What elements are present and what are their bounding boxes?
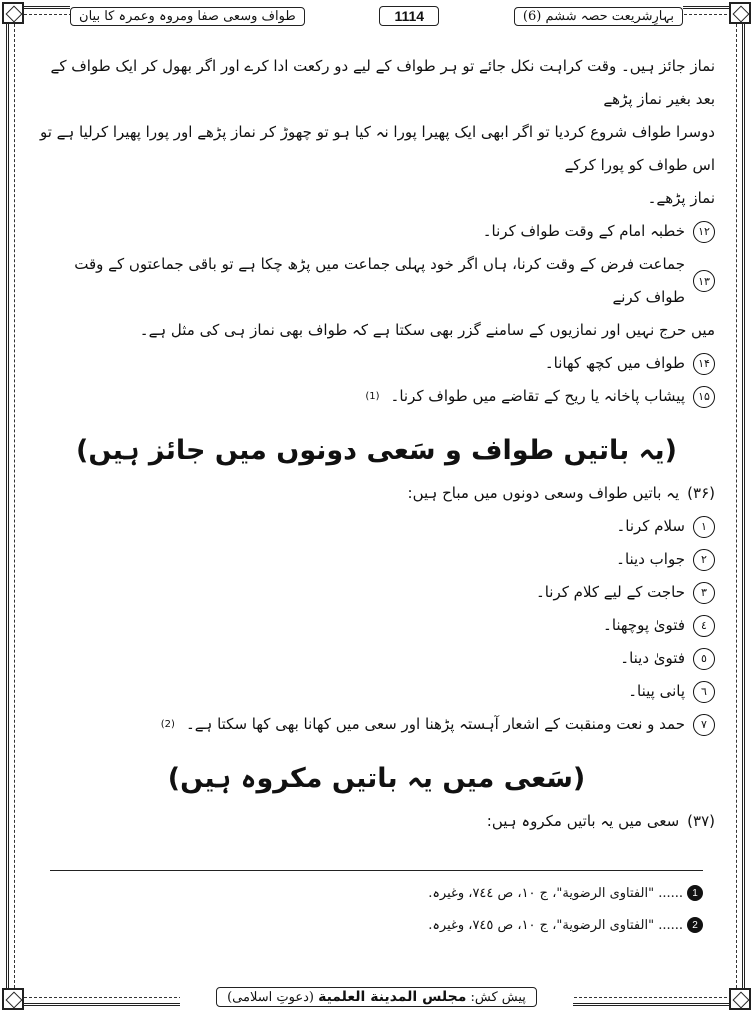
list-item (38, 248, 715, 314)
list-item (38, 708, 715, 741)
section-heading: (یہ باتیں طواف و سَعی دونوں میں جائز ہیں) (76, 435, 677, 466)
item-text: پیشاب پاخانہ یا ریح کے تقاضے میں طواف کرنا۔ (390, 387, 685, 405)
publisher-name: مجلس المدینة العلمیة (318, 989, 467, 1005)
item-text: سلام کرنا۔ (616, 517, 685, 535)
footnote (50, 909, 703, 941)
section-text: یہ باتیں طواف وسعی دونوں میں مباح ہیں: (407, 484, 680, 502)
publisher-suffix: (دعوتِ اسلامی) (227, 990, 314, 1005)
item-text: حاجت کے لیے کلام کرنا۔ (535, 583, 685, 601)
page-number: 1114 (379, 6, 439, 26)
publisher-prefix: پیش کش: (470, 990, 526, 1005)
item-text: خطبہ امام کے وقت طواف کرنا۔ (482, 222, 685, 240)
page-header (70, 3, 683, 29)
footnote-ref: (2) (160, 719, 175, 730)
list-item (38, 380, 715, 413)
intro-line: دوسرا طواف شروع کردیا تو اگر ابھی ایک پھیرا پورا نہ کیا ہو تو چھوڑ کر نماز پڑھے اور پورا پھیرا کرلیا ہے تو اس طواف کو پورا کرکے (39, 123, 715, 174)
item-number: ٥ (693, 648, 715, 670)
publisher-credit (216, 987, 537, 1007)
item-number: ١ (693, 516, 715, 538)
item-number: ٣ (693, 582, 715, 604)
item-text: طواف میں کچھ کھانا۔ (544, 354, 685, 372)
section-intro (38, 805, 715, 838)
intro-line: نماز جائز ہیں۔ وقت کراہت نکل جائے تو ہر طواف کے لیے دو رکعت ادا کرے اور اگر بھول کر ایک طواف کے بعد بغیر نماز پڑھے (50, 57, 715, 108)
footnote-ref: (1) (365, 391, 380, 402)
list-item (38, 675, 715, 708)
item-number: ٤ (693, 615, 715, 637)
footnote-marker: 1 (687, 885, 703, 901)
list-item (38, 347, 715, 380)
item-continuation: میں حرج نہیں اور نمازیوں کے سامنے گزر بھی سکتا ہے کہ طواف بھی نماز ہی کی مثل ہے۔ (139, 321, 715, 339)
footnote-text: ...... "الفتاوی الرضویة"، ج ١٠، ص ٧٤٥، وغیرہ. (428, 917, 683, 933)
item-number: ٦ (693, 681, 715, 703)
section-number: (۳۷) (687, 812, 715, 830)
corner-ornament (729, 2, 751, 24)
section-text: سعی میں یہ باتیں مکروہ ہیں: (486, 812, 680, 830)
item-text: پانی پینا۔ (628, 682, 685, 700)
page-content (38, 50, 715, 838)
list-item (38, 609, 715, 642)
footnotes (50, 870, 703, 941)
chapter-title: طواف وسعی صفا ومروہ وعمرہ کا بیان (70, 7, 305, 26)
section-intro (38, 477, 715, 510)
item-number: ۱۳ (693, 270, 715, 292)
book-title: بہارِشریعت حصہ ششم (6) (514, 7, 683, 26)
item-number: ۱۵ (693, 386, 715, 408)
item-number: ۱۴ (693, 353, 715, 375)
item-number: ٧ (693, 714, 715, 736)
list-item (38, 642, 715, 675)
list-item (38, 543, 715, 576)
footnote-text: ...... "الفتاوی الرضویة"، ج ١٠، ص ٧٤٤، وغیرہ. (428, 885, 683, 901)
corner-ornament (2, 988, 24, 1010)
corner-ornament (2, 2, 24, 24)
footnote-marker: 2 (687, 917, 703, 933)
list-item (38, 576, 715, 609)
item-text: فتویٰ دینا۔ (620, 649, 685, 667)
item-text: جواب دینا۔ (616, 550, 685, 568)
section-number: (۳۶) (687, 484, 715, 502)
list-item (38, 510, 715, 543)
item-text: جماعت فرض کے وقت کرنا، ہاں اگر خود پہلی جماعت میں پڑھ چکا ہے تو باقی جماعتوں کے وقت طواف کرنے (74, 255, 685, 306)
section-heading: (سَعی میں یہ باتیں مکروہ ہیں) (167, 763, 586, 794)
item-text: فتویٰ پوچھنا۔ (603, 616, 685, 634)
page-footer (180, 985, 573, 1009)
item-number: ٢ (693, 549, 715, 571)
corner-ornament (729, 988, 751, 1010)
item-text: حمد و نعت ومنقبت کے اشعار آہستہ پڑھنا اور سعی میں کھانا بھی کھا سکتا ہے۔ (185, 715, 685, 733)
item-number: ۱۲ (693, 221, 715, 243)
footnote (50, 877, 703, 909)
list-item (38, 215, 715, 248)
intro-line: نماز پڑھے۔ (647, 189, 715, 207)
